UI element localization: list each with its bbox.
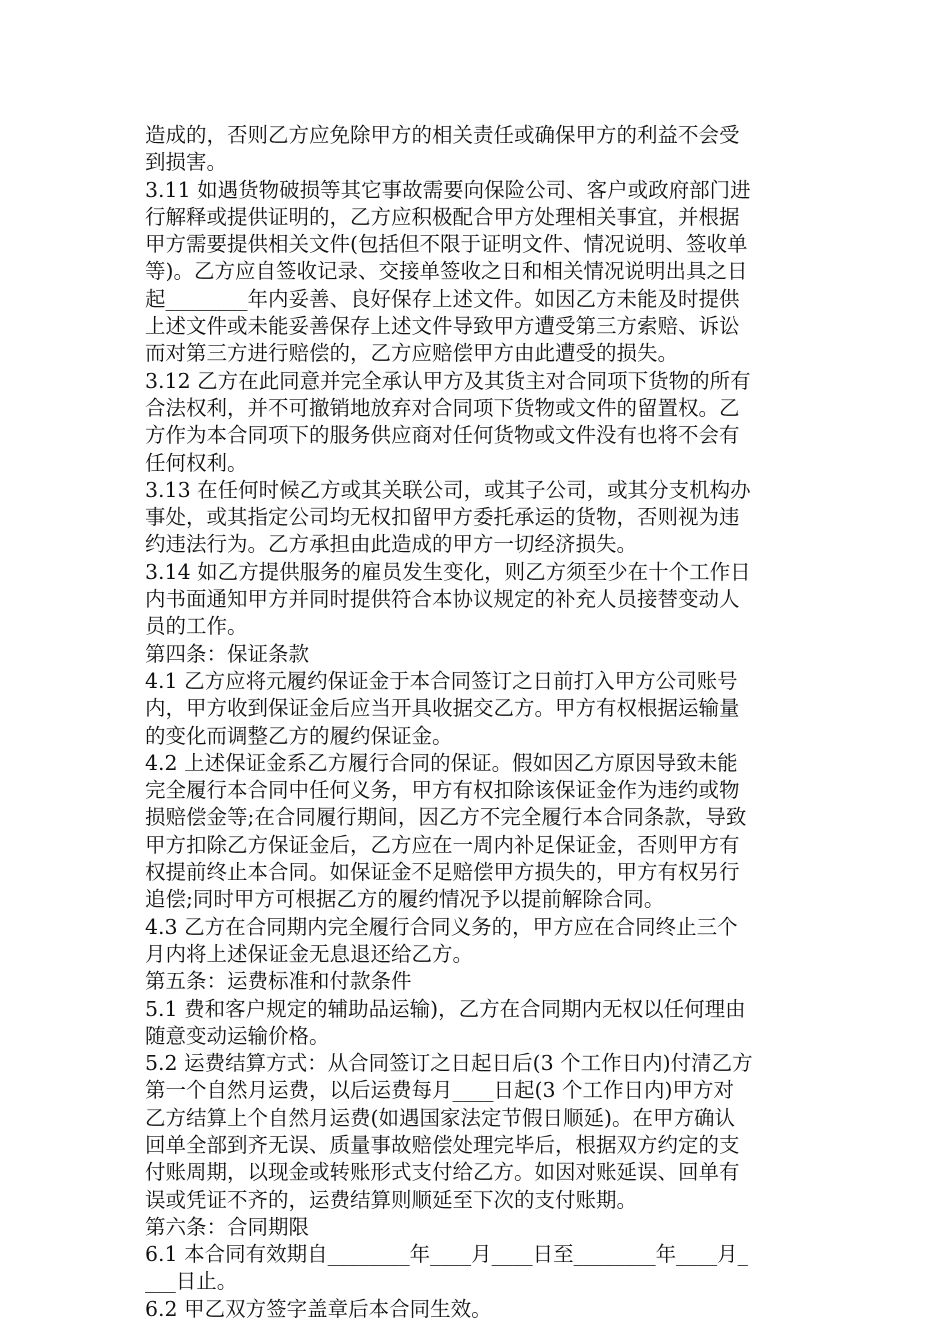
- text-line: 6.2 甲乙双方签字盖章后本合同生效。: [145, 1296, 492, 1321]
- text-line: 付账周期，以现金或转账形式支付给乙方。如因对账延误、回单有: [145, 1160, 740, 1185]
- text-line: 甲方需要提供相关文件(包括但不限于证明文件、情况说明、签收单: [145, 232, 748, 257]
- text-line: 乙方结算上个自然月运费(如遇国家法定节假日顺延)。在甲方确认: [145, 1105, 735, 1130]
- text-line: 的变化而调整乙方的履约保证金。: [145, 723, 453, 748]
- text-line: 约违法行为。乙方承担由此造成的甲方一切经济损失。: [145, 532, 637, 557]
- text-line: 第一个自然月运费，以后运费每月____日起(3 个工作日内)甲方对: [145, 1078, 735, 1103]
- text-line: 任何权利。: [145, 450, 248, 475]
- text-line: 到损害。: [145, 150, 227, 175]
- text-line: 4.3 乙方在合同期内完全履行合同义务的，甲方应在合同终止三个: [145, 914, 738, 939]
- text-line: 第六条：合同期限: [145, 1214, 309, 1239]
- text-line: 上述文件或未能妥善保存上述文件导致甲方遭受第三方索赔、诉讼: [145, 314, 740, 339]
- text-line: 3.13 在任何时候乙方或其关联公司，或其子公司，或其分支机构办: [145, 477, 751, 502]
- text-line: 追偿;同时甲方可根据乙方的履约情况予以提前解除合同。: [145, 887, 665, 912]
- text-line: 内书面通知甲方并同时提供符合本协议规定的补充人员接替变动人: [145, 587, 740, 612]
- text-line: 权提前终止本合同。如保证金不足赔偿甲方损失的，甲方有权另行: [145, 860, 740, 885]
- text-line: 员的工作。: [145, 614, 248, 639]
- text-line: 误或凭证不齐的，运费结算则顺延至下次的支付账期。: [145, 1187, 637, 1212]
- text-line: 第五条：运费标准和付款条件: [145, 969, 412, 994]
- text-line: 月内将上述保证金无息退还给乙方。: [145, 941, 473, 966]
- text-line: 起________年内妥善、良好保存上述文件。如因乙方未能及时提供: [145, 286, 740, 311]
- text-line: 回单全部到齐无误、质量事故赔偿处理完毕后，根据双方约定的支: [145, 1132, 740, 1157]
- text-line: 损赔偿金等;在合同履行期间，因乙方不完全履行本合同条款，导致: [145, 805, 747, 830]
- text-line: 3.14 如乙方提供服务的雇员发生变化，则乙方须至少在十个工作日: [145, 559, 751, 584]
- text-line: 5.2 运费结算方式：从合同签订之日起日后(3 个工作日内)付清乙方: [145, 1051, 753, 1076]
- text-line: 行解释或提供证明的，乙方应积极配合甲方处理相关事宜，并根据: [145, 204, 740, 229]
- text-line: 事处，或其指定公司均无权扣留甲方委托承运的货物，否则视为违: [145, 505, 740, 530]
- text-line: 甲方扣除乙方保证金后，乙方应在一周内补足保证金，否则甲方有: [145, 832, 740, 857]
- document-body: [145, 122, 813, 1323]
- text-line: 而对第三方进行赔偿的，乙方应赔偿甲方由此遭受的损失。: [145, 341, 678, 366]
- text-line: 随意变动运输价格。: [145, 1023, 330, 1048]
- text-line: 造成的，否则乙方应免除甲方的相关责任或确保甲方的利益不会受: [145, 123, 740, 147]
- text-line: 第四条：保证条款: [145, 641, 309, 666]
- text-line: 5.1 费和客户规定的辅助品运输)，乙方在合同期内无权以任何理由: [145, 996, 746, 1021]
- text-line: 6.1 本合同有效期自________年____月____日至________年____月_: [145, 1242, 748, 1267]
- text-line: 合法权利，并不可撤销地放弃对合同项下货物或文件的留置权。乙: [145, 395, 740, 420]
- text-line: 3.12 乙方在此同意并完全承认甲方及其货主对合同项下货物的所有: [145, 368, 751, 393]
- text-line: ___日止。: [145, 1269, 238, 1294]
- text-line: 内，甲方收到保证金后应当开具收据交乙方。甲方有权根据运输量: [145, 696, 740, 721]
- text-line: 完全履行本合同中任何义务，甲方有权扣除该保证金作为违约或物: [145, 778, 740, 803]
- text-line: 4.1 乙方应将元履约保证金于本合同签订之日前打入甲方公司账号: [145, 668, 738, 693]
- text-line: 方作为本合同项下的服务供应商对任何货物或文件没有也将不会有: [145, 423, 740, 448]
- text-line: 等)。乙方应自签收记录、交接单签收之日和相关情况说明出具之日: [145, 259, 748, 284]
- text-line: 4.2 上述保证金系乙方履行合同的保证。假如因乙方原因导致未能: [145, 750, 738, 775]
- text-line: 3.11 如遇货物破损等其它事故需要向保险公司、客户或政府部门进: [145, 177, 751, 202]
